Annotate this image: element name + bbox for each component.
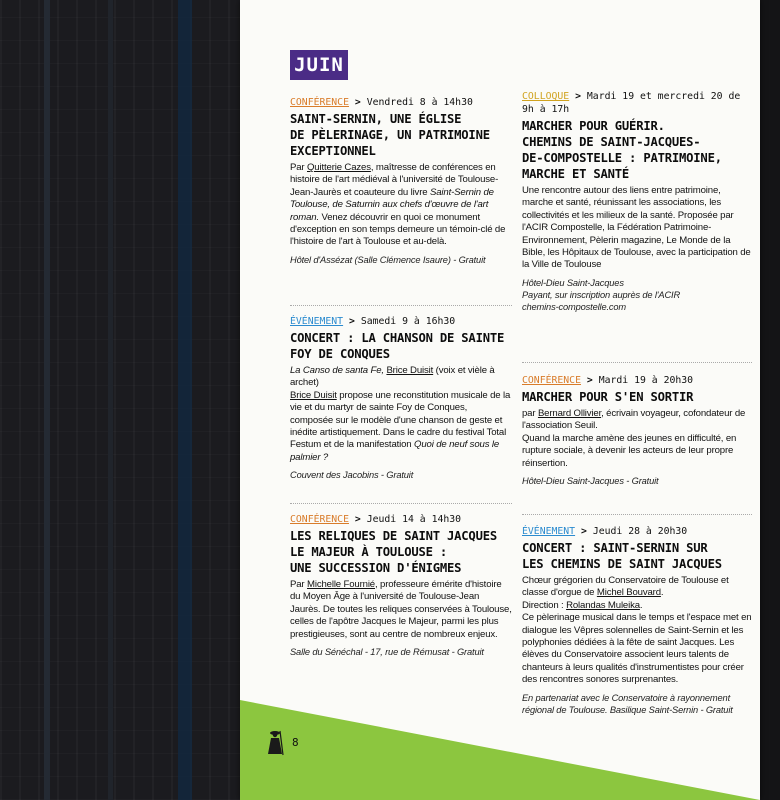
text: Par (290, 162, 307, 173)
title-line: DE-COMPOSTELLE : PATRIMOINE, (522, 151, 722, 165)
work-title: La Canso de santa Fe, (290, 365, 387, 376)
chevron-right-icon: > (354, 514, 361, 525)
text: , maîtresse de conférences en histoire de l'art médiéval à l'université de Toulouse-Jean-Jaurès et coauteure du livre (290, 162, 499, 198)
event-title (290, 330, 512, 362)
title-line: LES RELIQUES DE SAINT JACQUES (290, 529, 497, 543)
text: . (639, 599, 643, 611)
event-venue: En partenariat avec le Conservatoire à rayonnement régional de Toulouse. Basilique Saint-Sernin - Gratuit (522, 692, 733, 715)
title-line: FOY DE CONQUES (290, 347, 390, 361)
event-meta (522, 90, 752, 116)
event-title (522, 118, 752, 182)
event-description (290, 162, 512, 249)
event-date: Jeudi 28 à 20h30 (592, 526, 688, 537)
text: Par (290, 579, 307, 590)
pilgrim-icon (266, 728, 284, 756)
performer-link[interactable]: Michel Bouvard (596, 587, 661, 599)
chevron-right-icon: > (354, 97, 361, 108)
event-meta (290, 315, 512, 328)
title-line: DE PÈLERINAGE, UN PATRIMOINE (290, 128, 490, 142)
event-description: Une rencontre autour des liens entre patrimoine, marche et santé, réunissant les associations, les collectivités et les milieux de la santé. Proposée par l'ACIR Compostelle, la Fédération Patrimoine-Environnement, Pèlerin magazine, Le Monde de la Bible, les Hôpitaux de Toulouse, avec la participation de la Ville de Toulouse (522, 185, 751, 271)
speaker-link[interactable]: Quitterie Cazes (307, 162, 371, 173)
category-label[interactable]: ÉVÉNEMENT (290, 316, 344, 327)
scanner-stripe (760, 0, 780, 800)
title-line: CHEMINS DE SAINT-JACQUES- (522, 135, 701, 149)
event-meta (522, 525, 752, 538)
text: par (522, 408, 538, 419)
text: , écrivain voyageur, cofondateur de l'association Seuil. (522, 408, 746, 432)
text: Venez découvrir en quoi ce monument d'exception en son temps demeure un témoin-clé de l'histoire de l'art à Toulouse et au-delà. (290, 211, 506, 248)
title-line: LE MAJEUR À TOULOUSE : (290, 545, 448, 559)
event-title (522, 389, 752, 405)
text: Ce pèlerinage musical dans le temps et l'espace met en dialogue les Vêpres solennelles de Saint-Sernin et les polyphonies dédiées à la fête de saint Jacques. Les élèves du Conservatoire associent leurs talents de chanteurs à leurs qualités d'instrumentistes pour créer des rencontres sonores surprenantes. (522, 612, 752, 686)
category-label[interactable]: CONFÉRENCE (290, 97, 349, 108)
venue-line: Payant, sur inscription auprès de l'ACIR (522, 289, 681, 300)
event-venue: Couvent des Jacobins - Gratuit (290, 470, 414, 481)
performer-link[interactable]: Brice Duisit (386, 365, 434, 376)
divider (290, 503, 512, 504)
event-title (522, 540, 752, 572)
chevron-right-icon: > (581, 526, 587, 537)
title-line: EXCEPTIONNEL (290, 144, 376, 158)
divider (522, 362, 752, 363)
title-line: UNE SUCCESSION D'ÉNIGMES (290, 561, 462, 575)
brochure-page (240, 0, 760, 800)
event-concert-saint-sernin (522, 525, 752, 716)
category-label[interactable]: CONFÉRENCE (522, 375, 581, 386)
event-meta (522, 374, 752, 387)
text: Chœur grégorien du Conservatoire de Toulouse et classe d'orgue de (522, 575, 729, 599)
title-line: MARCHER POUR GUÉRIR. (522, 119, 665, 133)
title-line: CONCERT : LA CHANSON DE SAINTE (290, 331, 505, 345)
title-line: MARCHER POUR S'EN SORTIR (522, 390, 694, 404)
event-venue: Salle du Sénéchal - 17, rue de Rémusat - Gratuit (290, 647, 484, 658)
book-title: Saint-Sernin de Toulouse, de Saturnin aux chefs d'œuvre de l'art roman. (290, 186, 494, 223)
festival-title: Quoi de neuf sous le palmier ? (290, 439, 500, 463)
event-meta (290, 513, 512, 526)
text: propose une reconstitution musicale de la vie et du martyr de sainte Foy de Conques, composée sur le modèle d'une chanson de geste et inédite artistiquement. Dans le cadre du festival Total Festum et de la manifestation (290, 389, 511, 451)
event-venue: Hôtel d'Assézat (Salle Clémence Isaure) - Gratuit (290, 254, 486, 265)
event-description (522, 575, 752, 687)
divider (290, 305, 512, 306)
event-title (290, 528, 512, 576)
chevron-right-icon: > (349, 316, 355, 327)
month-badge: JUIN (290, 50, 348, 80)
event-date: Jeudi 14 à 14h30 (366, 514, 462, 525)
event-marcher-pour-sen-sortir (522, 374, 752, 487)
scanner-stripe (178, 0, 192, 800)
website-link[interactable]: chemins-compostelle.com (522, 301, 627, 312)
performer-link[interactable]: Brice Duisit (290, 389, 337, 401)
event-saint-sernin-conference (290, 96, 512, 266)
event-chanson-sainte-foy (290, 315, 512, 481)
category-label[interactable]: ÉVÉNEMENT (522, 526, 576, 537)
event-colloque-marcher-pour-guerir (522, 90, 752, 313)
category-label[interactable]: CONFÉRENCE (290, 514, 349, 525)
event-venue: Hôtel-Dieu Saint-Jacques - Gratuit (522, 476, 659, 487)
speaker-link[interactable]: Michelle Fournié (307, 579, 375, 590)
conductor-link[interactable]: Rolandas Muleika (566, 599, 640, 611)
event-title (290, 111, 512, 159)
event-meta (290, 96, 512, 109)
page-number: 8 (292, 735, 299, 749)
category-label[interactable]: COLLOQUE (522, 91, 570, 102)
chevron-right-icon: > (586, 375, 593, 386)
text: , professeure émérite d'histoire du Moyen Âge à l'université de Toulouse-Jean Jaurès. De toutes les reliques conservées à Toulouse, celles de l'apôtre Jacques le Majeur, parmi les plus prestigieuses, sont au centre de nombreux enjeux. (290, 579, 512, 640)
event-reliques-saint-jacques (290, 513, 512, 658)
text: (voix et vièle à archet) (290, 365, 495, 389)
title-line: CONCERT : SAINT-SERNIN SUR (522, 541, 708, 555)
event-date: Samedi 9 à 16h30 (360, 316, 456, 327)
title-line: LES CHEMINS DE SAINT JACQUES (522, 557, 722, 571)
event-description (522, 408, 752, 470)
venue-line: Hôtel-Dieu Saint-Jacques (522, 277, 624, 288)
scanner-stripe (108, 0, 113, 800)
chevron-right-icon: > (575, 91, 581, 102)
event-date: Mardi 19 et mercredi 20 de 9h à 17h (522, 91, 741, 115)
text: Quand la marche amène des jeunes en difficulté, en rupture sociale, à devenir les acteurs de leur propre réinsertion. (522, 432, 737, 469)
event-description (290, 365, 512, 464)
speaker-link[interactable]: Bernard Ollivier (537, 408, 602, 419)
event-description (290, 579, 512, 641)
title-line: SAINT-SERNIN, UNE ÉGLISE (290, 112, 462, 126)
title-line: MARCHE ET SANTÉ (522, 167, 630, 181)
event-venue (522, 277, 752, 313)
scanner-stripe (44, 0, 50, 800)
event-date: Vendredi 8 à 14h30 (366, 97, 473, 108)
text: . (660, 587, 664, 599)
event-date: Mardi 19 à 20h30 (598, 375, 694, 386)
text: Direction : (522, 599, 567, 611)
divider (522, 514, 752, 515)
page-footer (266, 728, 299, 756)
